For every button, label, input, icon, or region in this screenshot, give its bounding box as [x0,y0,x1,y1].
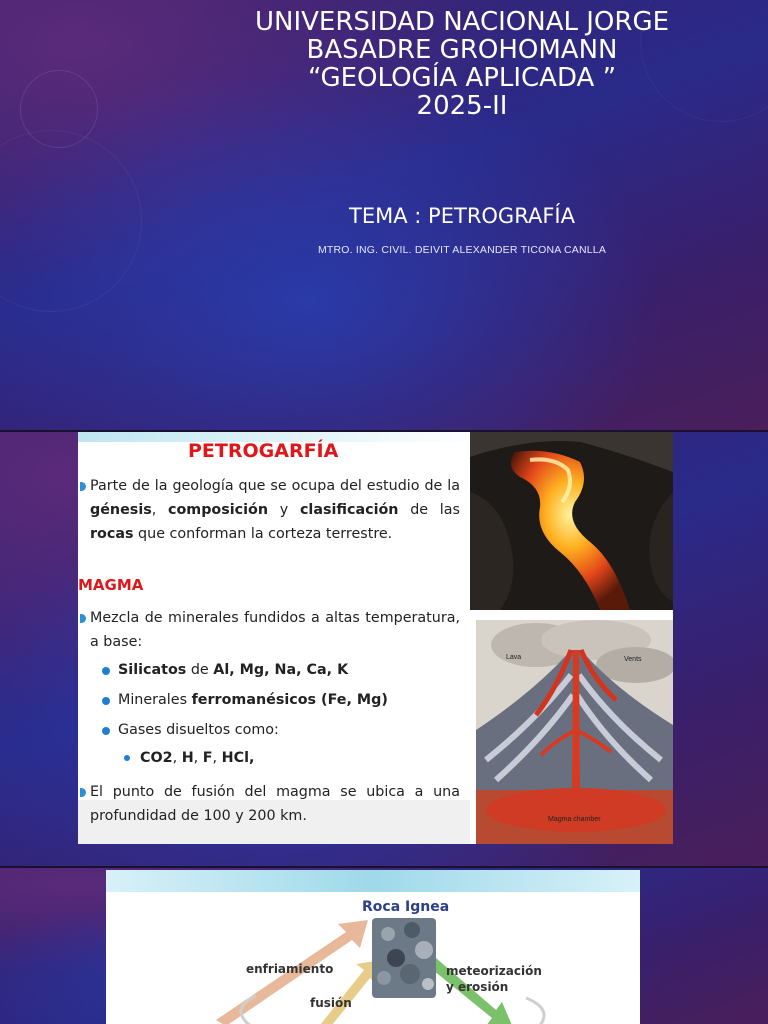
enfriamiento-label: enfriamiento [246,962,334,976]
fusion-paragraph: El punto de fusión del magma se ubica a una profundidad de 100 y 200 km. [90,780,460,828]
fusion-label: fusión [310,996,352,1010]
item-text: Gases disueltos como: [118,722,279,738]
item-bold: ferromanésicos (Fe, Mg) [191,692,388,708]
item-bold: H [181,750,194,766]
vents-label: Vents [624,656,642,663]
def-bold: rocas [90,526,134,542]
lava-flow-image [470,432,673,610]
definition-paragraph [90,474,460,546]
meteorizacion-label: meteorización [446,964,542,978]
bullet-dot-icon [102,667,110,675]
title-line: UNIVERSIDAD NACIONAL JORGE [254,7,670,37]
item-bold: Al, Mg, Na, Ca, K [213,662,349,678]
item-text: , [172,750,182,766]
petrografia-slide [0,432,768,866]
rock-cycle-diagram [106,870,640,1024]
title-line: “GEOLOGÍA APLICADA ” [307,63,617,93]
item-text: , [212,750,222,766]
content-card [78,432,673,844]
bullet-dot-icon [102,727,110,735]
roca-ignea-title: Roca Ignea [362,899,450,915]
def-text: de las [398,502,460,518]
slide-heading: PETROGARFÍA [188,440,339,462]
magma-chamber-label: Magma chamber [548,816,601,823]
item-text: , [193,750,203,766]
erosion-label: y erosión [446,980,509,994]
def-text: que conforman la corteza terrestre. [133,526,393,542]
def-bold: génesis [90,502,152,518]
rock-cycle-slide [0,868,768,1024]
def-text: Parte de la geología que se ocupa del estudio de la [90,478,460,494]
def-text: y [268,502,300,518]
item-bold: F [202,750,213,766]
author-line: MTRO. ING. CIVIL. DEIVIT ALEXANDER TICONA CANLLA [317,244,607,256]
item-text: de [186,662,214,678]
magma-definition: Mezcla de minerales fundidos a altas temperatura, a base: [90,606,460,654]
volcano-cross-section-image [476,620,673,844]
def-bold: composición [168,502,269,518]
text-column [78,432,470,844]
title-line: 2025-II [416,91,508,121]
list-item [140,750,254,766]
bullet-dot-icon [124,755,130,761]
magma-heading: MAGMA [78,576,144,594]
item-bold: HCl, [221,750,255,766]
lava-label: Lava [506,654,522,661]
rock-cycle-arrows [106,870,640,1024]
item-text: Minerales [118,692,192,708]
def-text: , [151,502,168,518]
decorative-circle [0,130,142,312]
lava-flow-illustration [470,432,673,610]
def-bold: clasificación [299,502,399,518]
presentation-title [220,8,704,120]
title-slide [0,0,768,430]
bullet-dot-icon [102,697,110,705]
item-bold: Silicatos [118,662,187,678]
topic-subtitle: TEMA : PETROGRAFÍA [349,204,575,228]
list-item [118,662,348,678]
list-item [118,692,388,708]
title-line: BASADRE GROHOMANN [306,35,618,65]
list-item [118,722,279,738]
item-bold: CO2 [140,750,173,766]
